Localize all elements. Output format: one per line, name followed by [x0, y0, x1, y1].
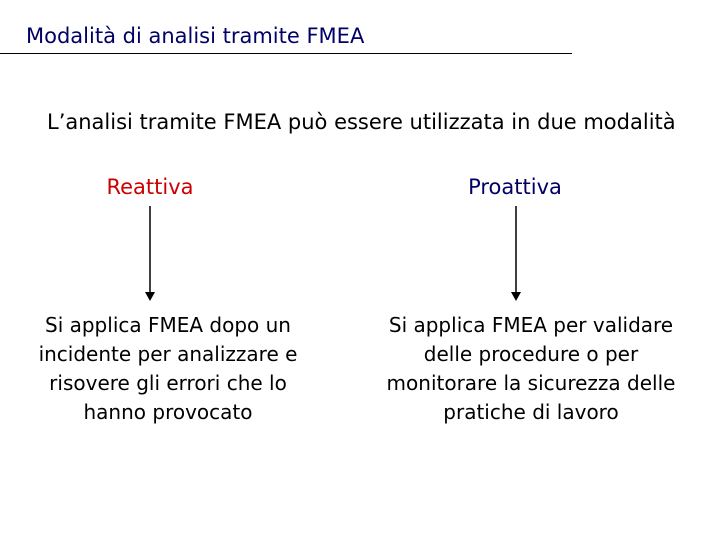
mode-label-reactive: Reattiva	[106, 175, 194, 199]
description-reactive: Si applica FMEA dopo un incidente per analizzare e risovere gli errori che lo hanno provocato	[38, 313, 298, 424]
slide-title: Modalità di analisi tramite FMEA	[26, 24, 365, 48]
arrow-down-reactive	[142, 206, 158, 302]
title-underline	[0, 53, 572, 54]
mode-label-proactive: Proattiva	[468, 175, 562, 199]
description-proactive: Si applica FMEA per validare delle procedure o per monitorare la sicurezza delle pratiche di lavoro	[386, 313, 676, 424]
intro-text: L’analisi tramite FMEA può essere utilizzata in due modalità	[47, 110, 676, 134]
arrow-down-proactive	[508, 206, 524, 302]
